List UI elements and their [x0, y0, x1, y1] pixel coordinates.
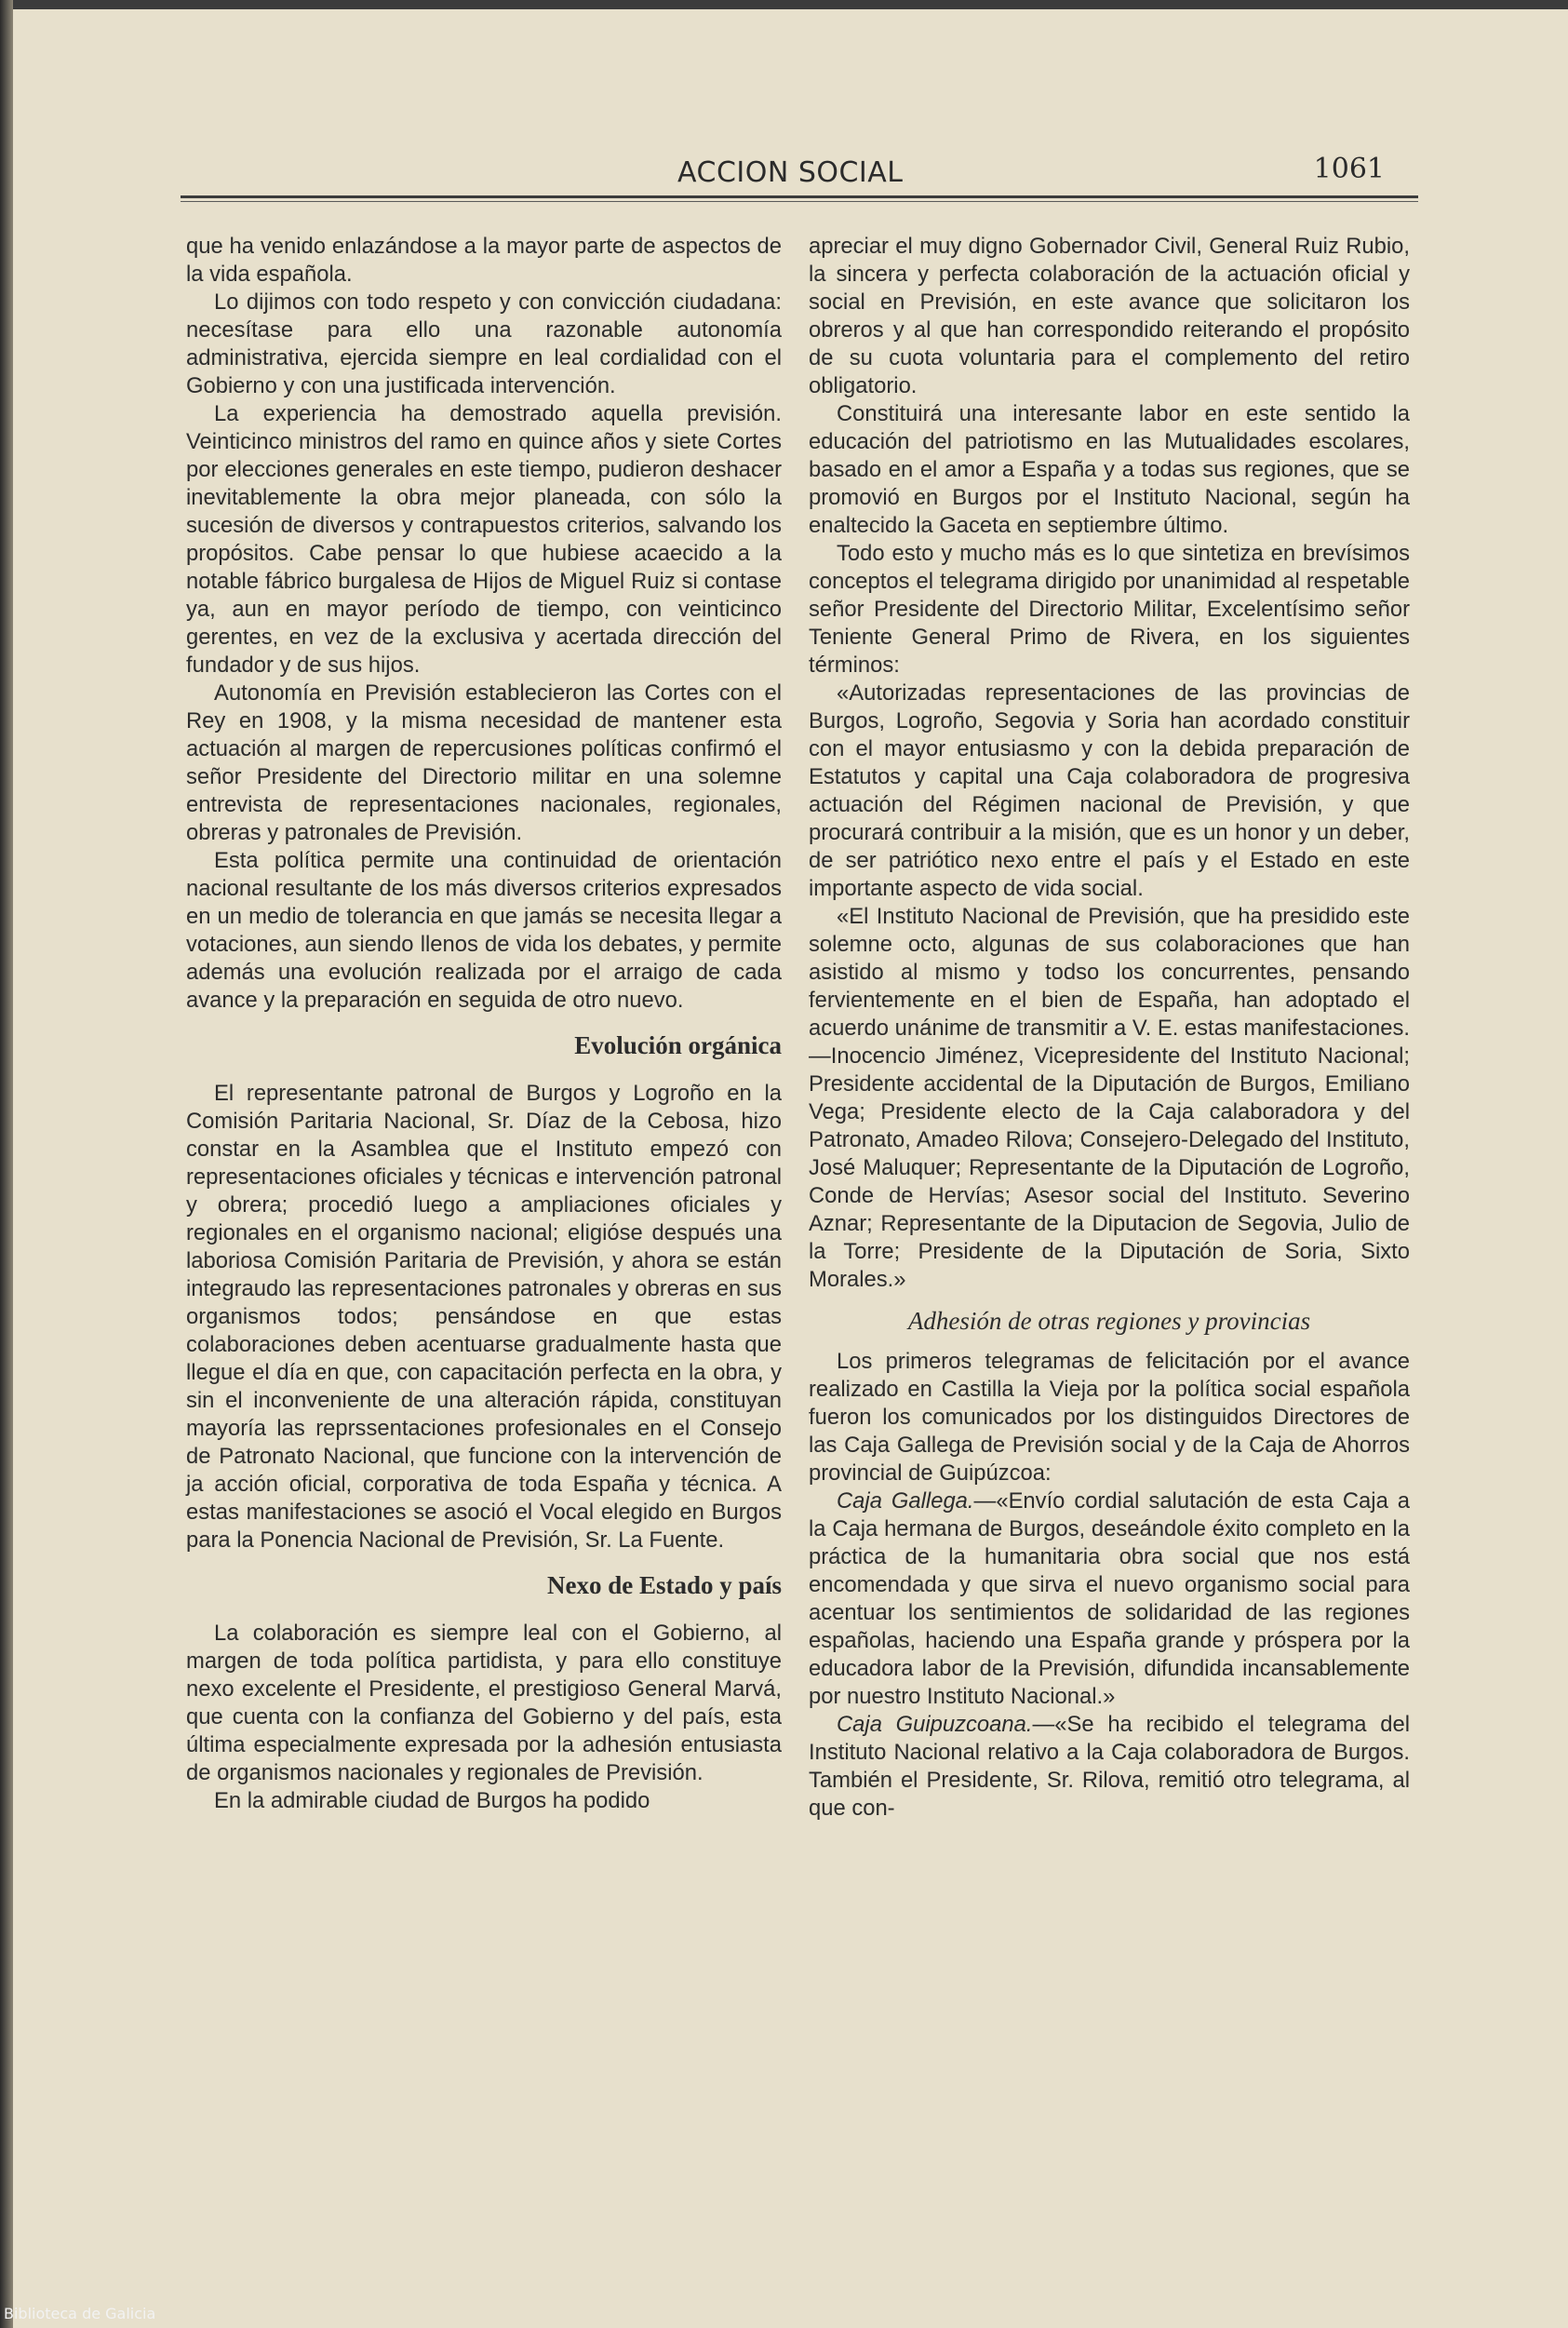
paragraph-body: —«Envío cordial salutación de esta Caja a la Caja hermana de Burgos, deseándole éxito completo en la práctica de la humanitaria obra social que nos está encomendada y que sirva el nuevo organismo social para acentuar los sentimientos de solidaridad de las regiones españolas, haciendo una España grande y próspera por la educadora labor de la Previsión, difundida incansablemente por nuestro Instituto Nacional.» — [809, 1488, 1411, 1709]
paragraph: El representante patronal de Burgos y Logroño en la Comisión Paritaria Nacional, Sr. Díaz de la Cebosa, hizo constar en la Asamblea que el Instituto empezó con representaciones oficiales y técnicas e intervención patronal y obrera; procedió luego a ampliaciones oficiales y regionales en el organismo nacional; eligióse después una laboriosa Comisión Paritaria de Previsión, y ahora se están integraudo las representaciones patronales y obreras en sus organismos todos; pensándose en que estas colaboraciones deben acentuarse gradualmente hasta que llegue el día en que, con capacitación perfecta en la obra, y sin el inconveniente de una alteración rápida, constituyan mayoría las reprssentaciones profesionales en el Consejo de Patronato Nacional, que funcione con la intervención de ja acción oficial, corporativa de toda España y técnica. A estas manifestaciones se asoció el Vocal elegido en Burgos para la Ponencia Nacional de Previsión, Sr. La Fuente. — [186, 1081, 782, 1553]
right-column — [809, 233, 1410, 1823]
paragraph: Todo esto y mucho más es lo que sintetiza en brevísimos conceptos el telegrama dirigido por unanimidad al respetable señor Presidente del Directorio Militar, Excelentísimo señor Teniente General Primo de Rivera, en los siguientes términos: — [809, 541, 1410, 678]
scan-edge-shadow — [0, 0, 13, 2328]
paragraph: que ha venido enlazándose a la mayor parte de aspectos de la vida española. — [186, 234, 782, 287]
paragraph: Autonomía en Previsión establecieron las Cortes con el Rey en 1908, y la misma necesidad de mantener esta actuación al margen de repercusiones políticas confirmó el señor Presidente del Directorio militar en una solemne entrevista de representaciones nacionales, regionales, obreras y patronales de Previsión. — [186, 680, 782, 845]
paragraph: «El Instituto Nacional de Previsión, que ha presidido este solemne octo, algunas de sus colaboraciones que han asistido al mismo y todso los concurrentes, pensando fervientemente en el bien de España, han adoptado el acuerdo unánime de transmitir a V. E. estas manifestaciones.—Inocencio Jiménez, Vicepresidente del Instituto Nacional; Presidente accidental de la Diputación de Burgos, Emiliano Vega; Presidente electo de la Caja calaboradora y del Patronato, Amadeo Rilova; Consejero-Delegado del Instituto, José Maluquer; Representante de la Diputación de Logroño, Conde de Hervías; Asesor social del Instituto. Severino Aznar; Representante de la Diputacion de Segovia, Julio de la Torre; Presidente de la Diputación de Soria, Sixto Morales.» — [809, 904, 1410, 1292]
left-column — [186, 233, 782, 1815]
section-heading-evolucion: Evolución orgánica — [574, 1031, 782, 1059]
paragraph: En la admirable ciudad de Burgos ha podido — [214, 1788, 650, 1813]
header-rule — [181, 195, 1418, 202]
paragraph: La colaboración es siempre leal con el Gobierno, al margen de toda política partidista, y para ello constituye nexo excelente el Presidente, el prestigioso General Marvá, que cuenta con la confianza del Gobierno y del país, esta última especialmente expresada por la adhesión entusiasta de organismos nacionales y regionales de Previsión. — [186, 1621, 782, 1785]
section-heading-adhesion: Adhesión de otras regiones y provincias — [907, 1307, 1311, 1335]
document-page — [13, 9, 1568, 2328]
paragraph-body: —«Se ha recibido el telegrama del Instituto Nacional relativo a la Caja colaboradora de Burgos. También el Presidente, Sr. Rilova, remitió otro telegrama, al que con- — [809, 1712, 1410, 1821]
page-number: 1061 — [1313, 153, 1385, 185]
library-credit: Biblioteca de Galicia — [4, 2305, 156, 2322]
paragraph-caja-gallega — [809, 1487, 1410, 1711]
section-heading-nexo: Nexo de Estado y país — [546, 1571, 782, 1599]
paragraph: Los primeros telegramas de felicitación por el avance realizado en Castilla la Vieja por la política social española fueron los comunicados por los distinguidos Directores de las Caja Gallega de Previsión social y de la Caja de Ahorros provincial de Guipúzcoa: — [809, 1349, 1410, 1486]
paragraph-lead: Caja Gallega. — [837, 1488, 974, 1514]
paragraph: Constituirá una interesante labor en este sentido la educación del patriotismo en las Mutualidades escolares, basado en el amor a España y a todas sus regiones, que se promovió en Burgos por el Instituto Nacional, según ha enaltecido la Gaceta en septiembre último. — [809, 401, 1410, 538]
running-title: ACCION SOCIAL — [677, 156, 904, 189]
paragraph: Esta política permite una continuidad de orientación nacional resultante de los más diversos criterios expresados en un medio de tolerancia en que jamás se necesita llegar a votaciones, aun siendo llenos de vida los debates, y permite además una evolución realizada por el arraigo de cada avance y la preparación en seguida de otro nuevo. — [186, 848, 782, 1013]
paragraph: apreciar el muy digno Gobernador Civil, General Ruiz Rubio, la sincera y perfecta colaboración de la actuación oficial y social en Previsión, en este avance que solicitaron los obreros y al que han correspondido reiterando el propósito de su cuota voluntaria para el complemento del retiro obligatorio. — [809, 234, 1410, 398]
paragraph-lead: Caja Guipuzcoana. — [837, 1712, 1033, 1737]
paragraph: Lo dijimos con todo respeto y con convicción ciudadana: necesítase para ello una razonable autonomía administrativa, ejercida siempre en leal cordialidad con el Gobierno y con una justificada intervención. — [186, 289, 782, 398]
paragraph: «Autorizadas representaciones de las provincias de Burgos, Logroño, Segovia y Soria han acordado constituir con el mayor entusiasmo y con la debida preparación de Estatutos y capital una Caja colaboradora de progresiva actuación del Régimen nacional de Previsión, y que procurará contribuir a la misión, que es un honor y un deber, de ser patriótico nexo entre el país y el Estado en este importante aspecto de vida social. — [809, 680, 1410, 901]
paragraph: La experiencia ha demostrado aquella previsión. Veinticinco ministros del ramo en quince años y siete Cortes por elecciones generales en este tiempo, pudieron deshacer inevitablemente la obra mejor planeada, con sólo la sucesión de diversos y contrapuestos criterios, salvando los propósitos. Cabe pensar lo que hubiese acaecido a la notable fábrico burgalesa de Hijos de Miguel Ruiz si contase ya, aun en mayor período de tiempo, con veinticinco gerentes, en vez de la exclusiva y acertada dirección del fundador y de sus hijos. — [186, 401, 782, 678]
page-header — [181, 149, 1418, 205]
paragraph-caja-guipuzcoana — [809, 1711, 1410, 1823]
